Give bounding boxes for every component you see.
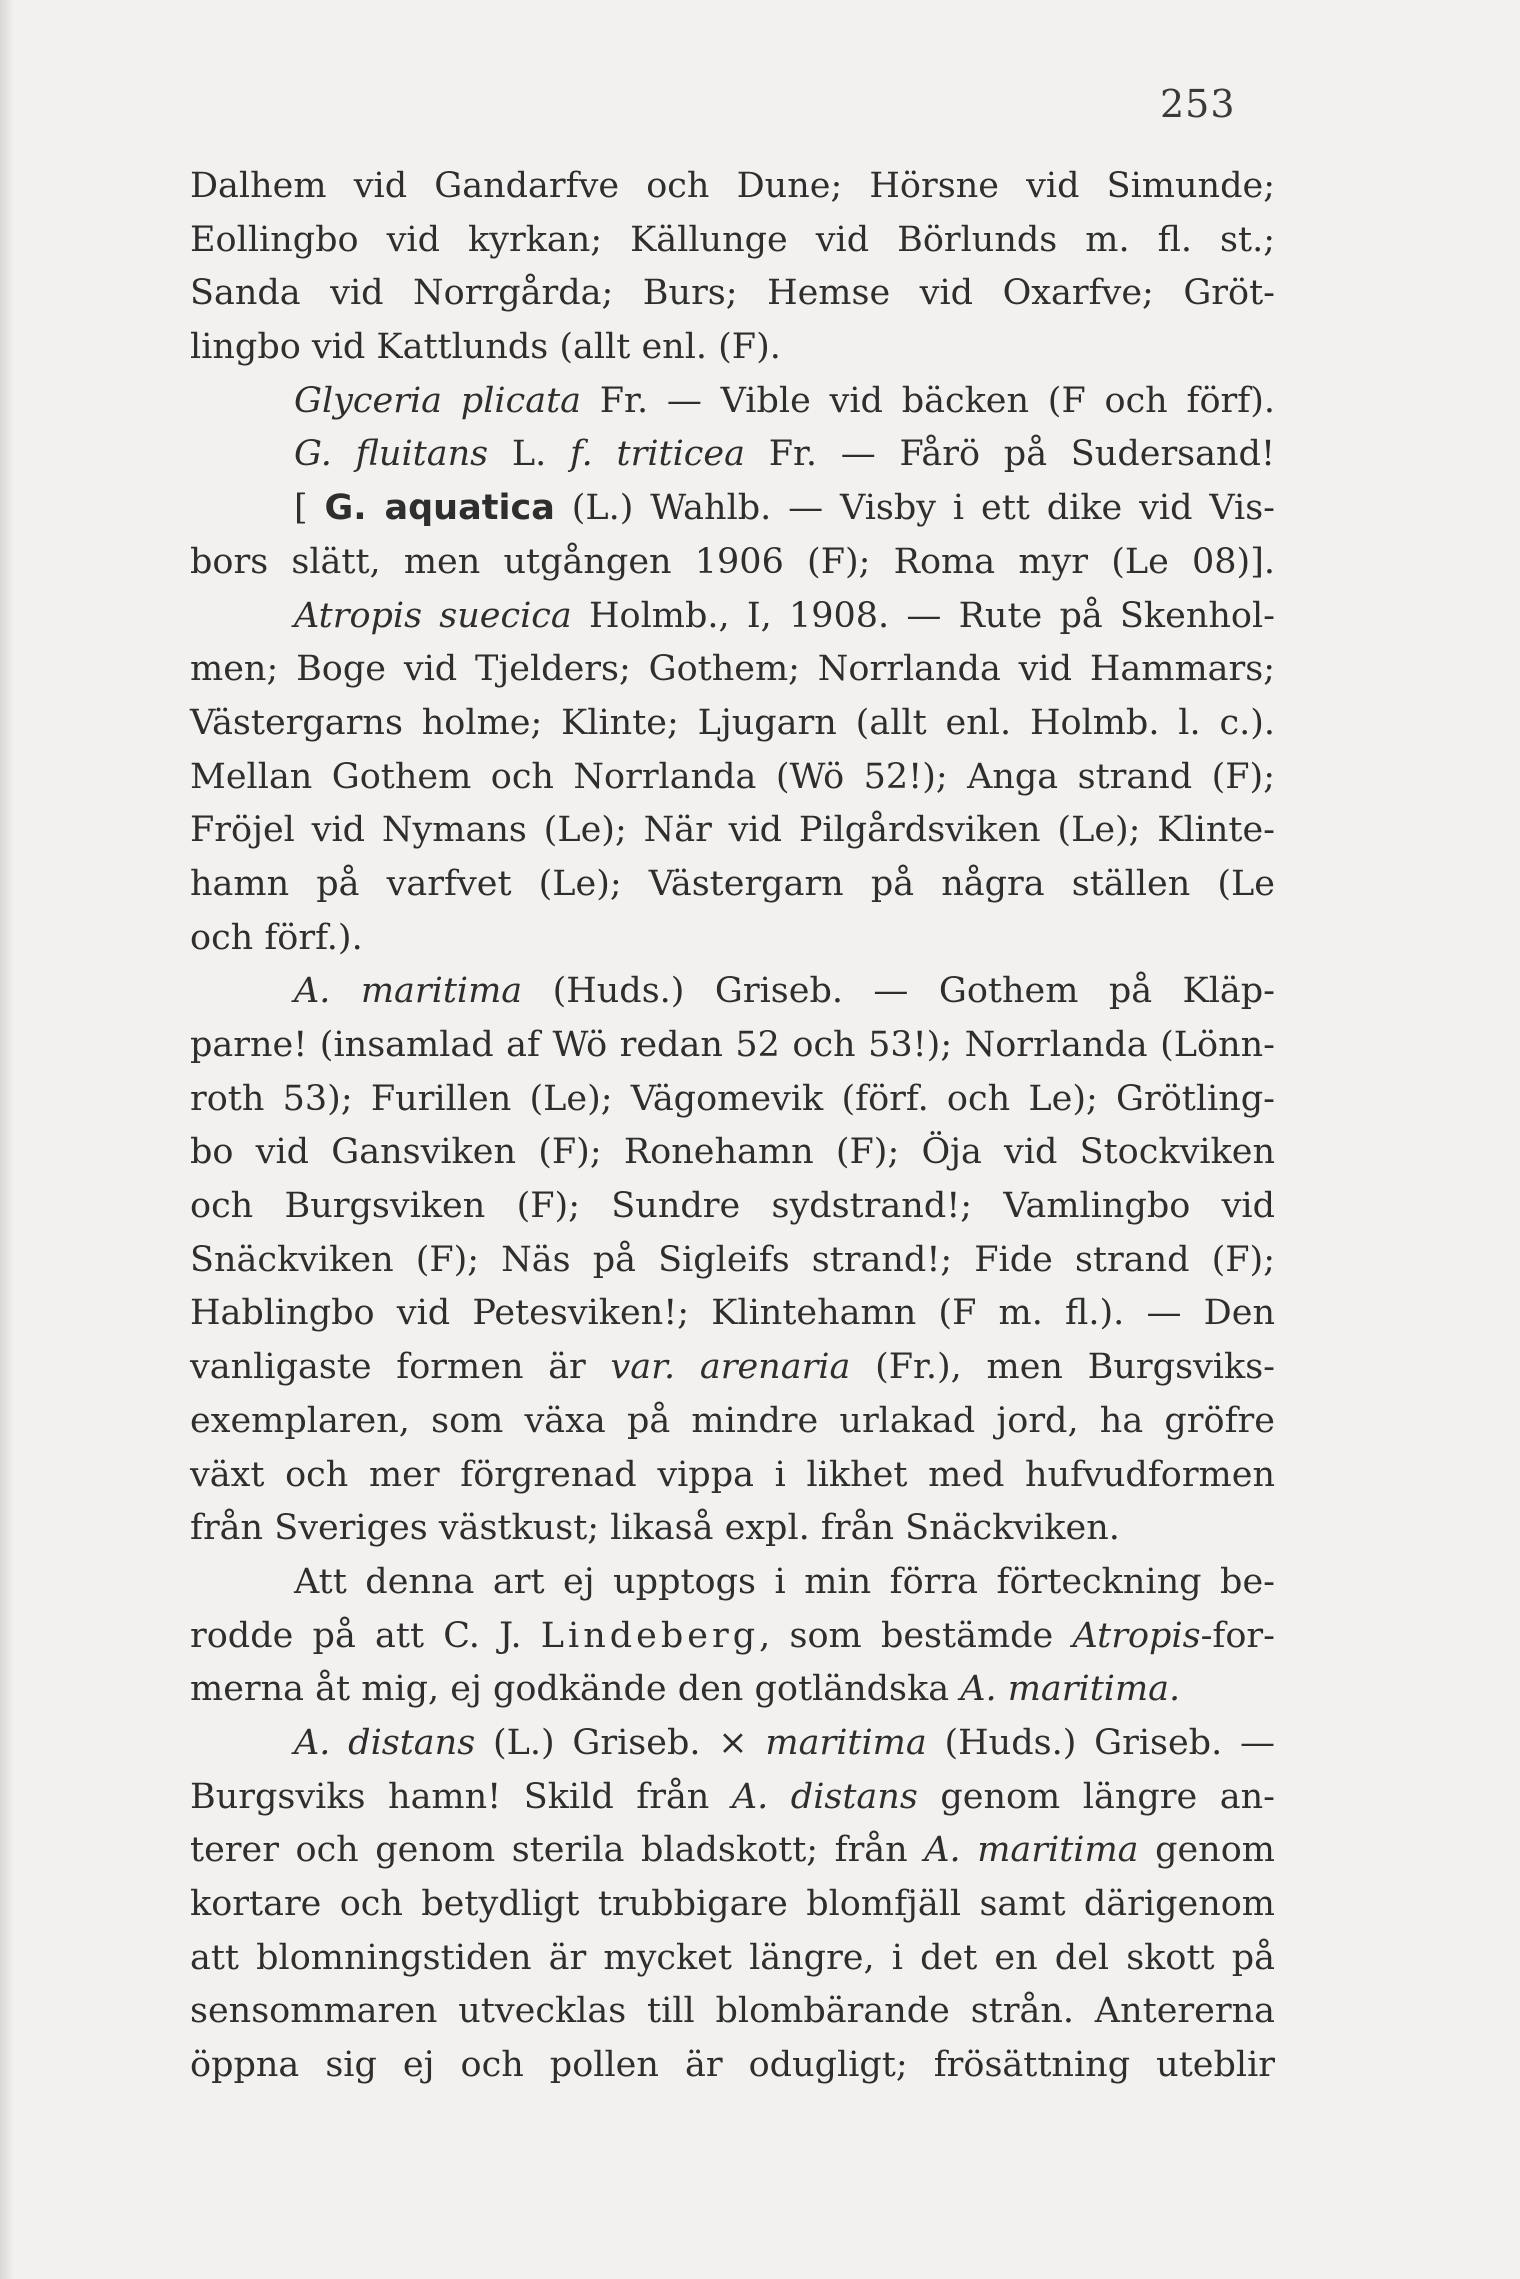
text-line <box>190 1610 1275 1664</box>
text-segment: Att denna art ej upptogs i min förra förteckning be- <box>294 1561 1275 1602</box>
text-segment: (L.) Wahlb. — Visby i ett dike vid Vis- <box>554 488 1276 529</box>
text-segment: terer och genom sterila bladskott; från <box>190 1830 925 1871</box>
text-line <box>190 2039 1275 2093</box>
italic-text: f. triticea <box>569 434 745 475</box>
text-line <box>190 643 1275 697</box>
text-segment: roth 53); Furillen (Le); Vägomevik (förf. och Le); Grötling- <box>190 1078 1275 1119</box>
text-segment: merna åt mig, ej godkände den gotländska <box>190 1669 961 1710</box>
text-segment: bors slätt, men utgången 1906 (F); Roma myr (Le 08)]. <box>190 541 1275 582</box>
text-segment: växt och mer förgrenad vippa i likhet med hufvudformen <box>190 1454 1275 1495</box>
text-line <box>190 1234 1275 1288</box>
text-segment: men; Boge vid Tjelders; Gothem; Norrlanda vid Hammars; <box>190 649 1275 690</box>
text-line <box>190 912 1275 966</box>
text-segment: Burgsviks hamn! Skild från <box>190 1776 732 1817</box>
italic-text: G. fluitans <box>294 434 489 475</box>
text-segment: Snäckviken (F); Näs på Sigleifs strand!; Fide strand (F); <box>190 1239 1275 1280</box>
text-segment: exemplaren, som växa på mindre urlakad jord, ha gröfre <box>190 1400 1275 1441</box>
text-segment: Västergarns holme; Klinte; Ljugarn (allt enl. Holmb. l. c.). <box>190 702 1275 743</box>
italic-text: Glyceria plicata <box>294 380 581 421</box>
text-line <box>190 590 1275 644</box>
text-line <box>190 1502 1275 1556</box>
text-segment: [ <box>294 488 325 529</box>
text-line <box>190 482 1275 536</box>
text-line <box>190 697 1275 751</box>
text-segment: Fr. — Vible vid bäcken (F och förf). <box>581 380 1275 421</box>
body-text <box>190 160 1275 2093</box>
text-segment: (Fr.), men Burgsviks- <box>850 1347 1275 1388</box>
text-line <box>190 1287 1275 1341</box>
text-line <box>190 536 1275 590</box>
text-segment: kortare och betydligt trubbigare blomfjäll samt därigenom <box>190 1884 1275 1924</box>
text-segment: och Burgsviken (F); Sundre sydstrand!; Vamlingbo vid <box>190 1186 1275 1227</box>
text-line <box>190 751 1275 805</box>
text-segment: Holmb., I, 1908. — Rute på Skenhol- <box>571 595 1275 636</box>
text-line <box>190 375 1275 429</box>
text-segment: Sanda vid Norrgårda; Burs; Hemse vid Oxarfve; Gröt- <box>190 273 1275 314</box>
text-line <box>190 1556 1275 1610</box>
text-segment: vanligaste formen är <box>190 1347 611 1388</box>
page-edge-shadow <box>0 0 14 2279</box>
text-segment: lingbo vid Kattlunds (allt enl. (F). <box>190 327 781 368</box>
text-line <box>190 1771 1275 1825</box>
text-line <box>190 1932 1275 1986</box>
italic-text: var. arenaria <box>610 1347 851 1388</box>
text-line <box>190 1180 1275 1234</box>
italic-text: Atropis <box>1072 1615 1201 1656</box>
text-segment: (Huds.) Griseb. — Gothem på Kläp- <box>522 971 1275 1012</box>
italic-text: A. maritima <box>294 971 523 1012</box>
text-segment: parne! (insamlad af Wö redan 52 och 53!); Norrlanda (Lönn- <box>190 1025 1275 1065</box>
text-segment: Fröjel vid Nymans (Le); När vid Pilgårdsviken (Le); Klinte- <box>190 810 1275 851</box>
italic-text: maritima <box>765 1722 927 1763</box>
italic-text: A. distans <box>731 1776 918 1817</box>
text-segment: rodde på att C. J. <box>190 1615 541 1656</box>
text-line <box>190 1985 1275 2039</box>
text-segment: genom längre an- <box>917 1776 1275 1817</box>
text-segment: och förf.). <box>190 917 363 958</box>
italic-text: A. distans <box>294 1722 476 1763</box>
page-number: 253 <box>1160 82 1236 126</box>
text-segment: Mellan Gothem och Norrlanda (Wö 52!); Anga strand (F); <box>190 756 1275 797</box>
text-segment: genom <box>1138 1830 1275 1871</box>
text-line <box>190 1663 1275 1717</box>
text-line <box>190 160 1275 214</box>
text-segment: (L.) Griseb. × <box>475 1722 766 1763</box>
text-segment: sensommaren utvecklas till blombärande strån. Antererna <box>190 1991 1275 2032</box>
text-line <box>190 267 1275 321</box>
text-segment: , som bestämde <box>759 1615 1073 1656</box>
text-line <box>190 1019 1275 1073</box>
text-line <box>190 321 1275 375</box>
italic-text: Atropis suecica <box>294 595 572 636</box>
text-segment: Fr. — Fårö på Sudersand! <box>744 434 1276 475</box>
text-line <box>190 214 1275 268</box>
text-line <box>190 1449 1275 1503</box>
text-segment: Lindeberg <box>540 1615 760 1656</box>
italic-text: A. maritima <box>924 1830 1139 1871</box>
text-segment: bo vid Gansviken (F); Ronehamn (F); Öja vid Stockviken <box>190 1132 1275 1173</box>
text-line <box>190 1073 1275 1127</box>
text-line <box>190 1878 1275 1932</box>
italic-text: A. maritima. <box>960 1669 1181 1710</box>
text-segment: Eollingbo vid kyrkan; Källunge vid Börlunds m. fl. st.; <box>190 219 1275 260</box>
text-segment: hamn på varfvet (Le); Västergarn på några ställen (Le <box>190 863 1275 904</box>
text-segment: öppna sig ej och pollen är odugligt; frösättning uteblir <box>190 2045 1275 2086</box>
text-line <box>190 1824 1275 1878</box>
text-segment: -for- <box>1200 1615 1275 1656</box>
bold-text: G. aquatica <box>324 488 555 529</box>
text-line <box>190 1126 1275 1180</box>
text-line <box>190 428 1275 482</box>
text-segment: från Sveriges västkust; likaså expl. från Snäckviken. <box>190 1508 1120 1549</box>
text-segment: att blomningstiden är mycket längre, i det en del skott på <box>190 1937 1275 1978</box>
text-segment: Dalhem vid Gandarfve och Dune; Hörsne vid Simunde; <box>190 166 1275 206</box>
text-segment: Hablingbo vid Petesviken!; Klintehamn (F m. fl.). — Den <box>190 1293 1275 1334</box>
text-line <box>190 1717 1275 1771</box>
text-segment: (Huds.) Griseb. — <box>926 1722 1275 1763</box>
text-line <box>190 804 1275 858</box>
text-segment: L. <box>488 434 570 475</box>
text-line <box>190 1341 1275 1395</box>
text-line <box>190 1395 1275 1449</box>
text-line <box>190 965 1275 1019</box>
text-line <box>190 858 1275 912</box>
